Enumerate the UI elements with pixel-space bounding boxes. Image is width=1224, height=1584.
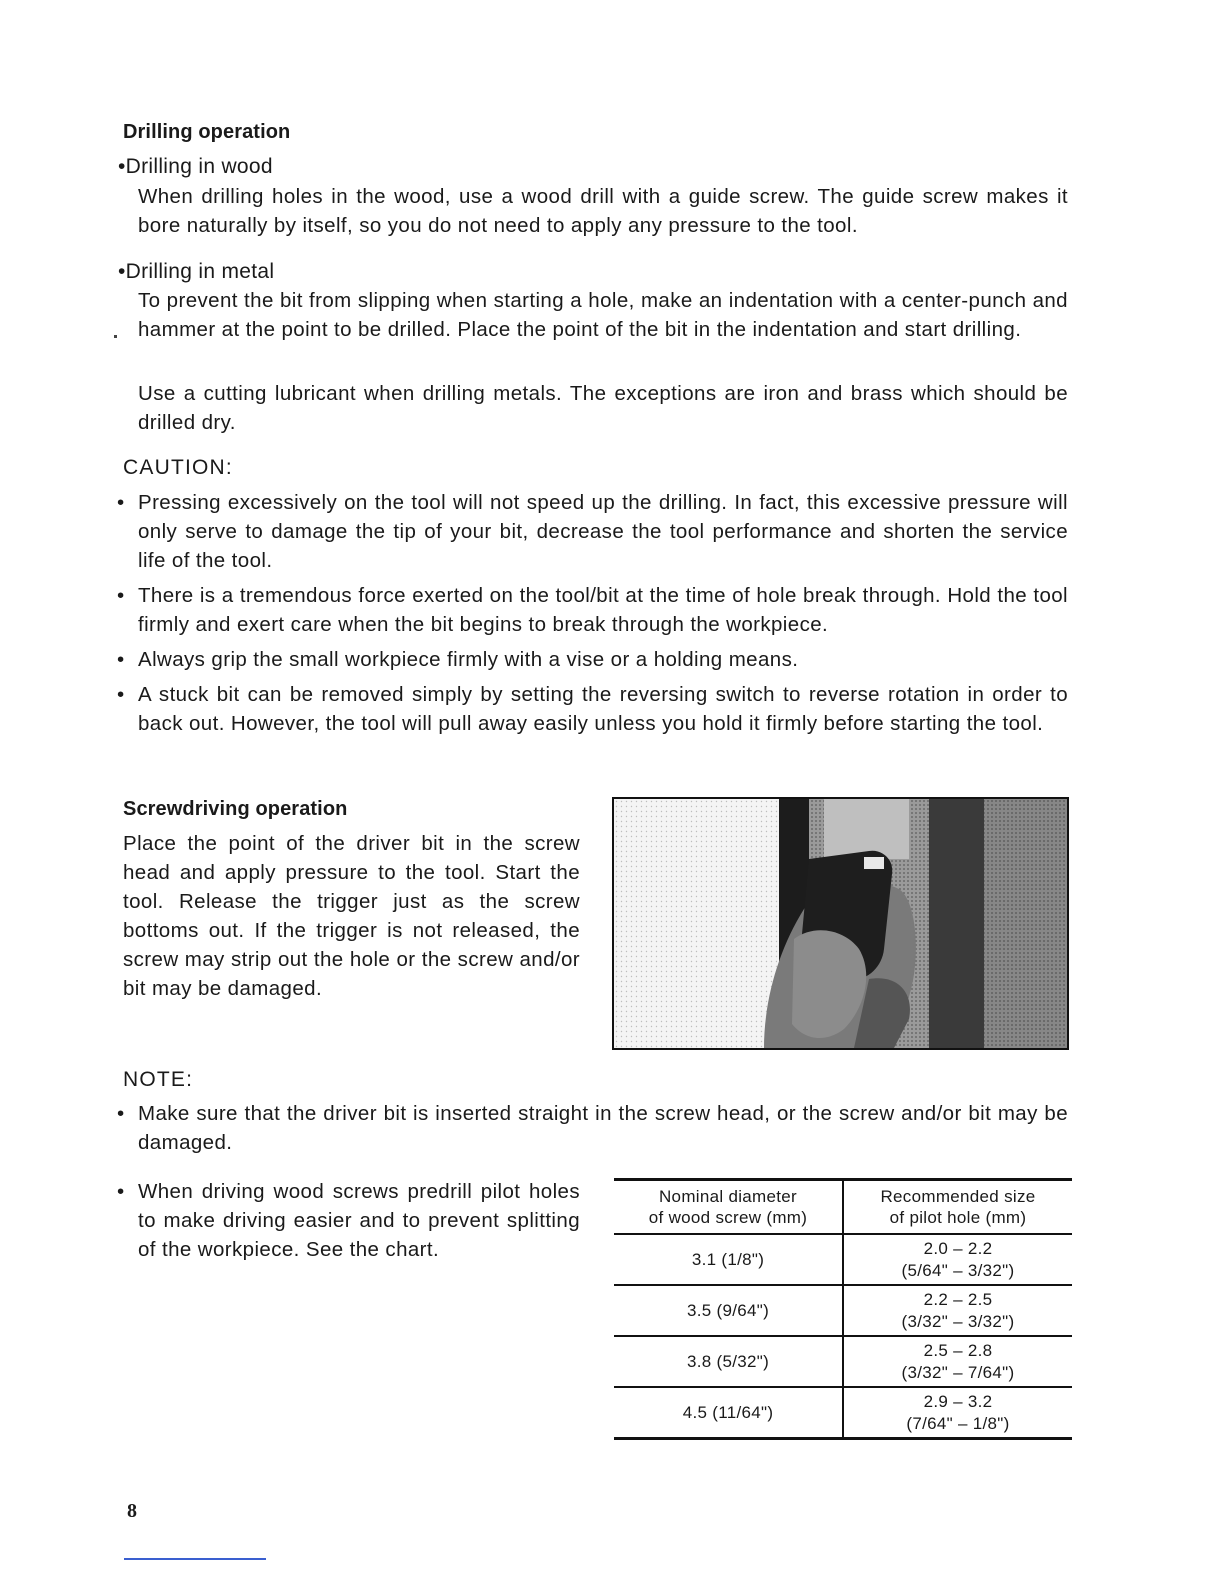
- pilot-hole-chart: [614, 1178, 1072, 1440]
- pilot-in: (7/64" – 1/8"): [906, 1413, 1010, 1433]
- chart-header-row: [614, 1180, 1072, 1235]
- pilot-hole-cell: [843, 1234, 1072, 1285]
- caution-item: [117, 581, 1068, 639]
- screwdriving-photo: [612, 797, 1069, 1050]
- chart-header-pilot: [843, 1180, 1072, 1235]
- pilot-mm: 2.0 – 2.2: [923, 1238, 993, 1258]
- footer-rule: [124, 1558, 266, 1560]
- caution-item: [117, 645, 1068, 674]
- drilling-in-wood-title: [118, 155, 273, 179]
- caution-list: [117, 488, 1068, 738]
- chart-header-screw: [614, 1180, 843, 1235]
- bullet: •: [118, 155, 126, 178]
- drilling-in-metal-title: [118, 260, 274, 284]
- table-row: [614, 1336, 1072, 1387]
- drilling-in-metal-label: Drilling in metal: [125, 260, 275, 283]
- pilot-in: (3/32" – 3/32"): [901, 1311, 1015, 1331]
- caution-item-text: Always grip the small workpiece firmly with a vise or a holding means.: [138, 648, 799, 671]
- table-row: [614, 1234, 1072, 1285]
- note-item: [117, 1177, 580, 1264]
- drilling-in-metal-text: To prevent the bit from slipping when starting a hole, make an indentation with a center-punch and hammer at the point to be drilled. Place the point of the bit in the indentation and start drilling.: [138, 289, 1068, 341]
- cutting-lubricant-text: Use a cutting lubricant when drilling metals. The exceptions are iron and brass which should be drilled dry.: [138, 382, 1068, 434]
- screw-diameter-cell: 4.5 (11/64"): [614, 1387, 843, 1439]
- caution-item: [117, 488, 1068, 575]
- bullet: •: [117, 491, 125, 514]
- caution-label: CAUTION:: [123, 456, 233, 479]
- header-line: Nominal diameter: [658, 1187, 798, 1206]
- header-line: Recommended size: [880, 1187, 1036, 1206]
- bullet: •: [118, 260, 126, 283]
- screw-diameter-cell: 3.8 (5/32"): [614, 1336, 843, 1387]
- bullet: •: [117, 584, 125, 607]
- scan-speck: [114, 335, 117, 338]
- bullet: •: [117, 648, 125, 671]
- note-item-text: When driving wood screws predrill pilot holes to make driving easier and to prevent splitting of the workpiece. See the chart.: [138, 1180, 580, 1261]
- note-item-text: Make sure that the driver bit is inserted straight in the screw head, or the screw and/or bit may be damaged.: [138, 1102, 1068, 1154]
- pilot-hole-cell: [843, 1285, 1072, 1336]
- caution-item-text: A stuck bit can be removed simply by setting the reversing switch to reverse rotation in order to back out. However, the tool will pull away easily unless you hold it firmly before starting the tool.: [138, 683, 1068, 735]
- drilling-in-wood-label: Drilling in wood: [125, 155, 273, 178]
- pilot-mm: 2.5 – 2.8: [923, 1340, 993, 1360]
- note-label: NOTE:: [123, 1068, 194, 1091]
- screwdriving-photo-image: [614, 799, 1067, 1048]
- drilling-operation-heading: Drilling operation: [123, 121, 291, 143]
- screw-diameter-cell: 3.1 (1/8"): [614, 1234, 843, 1285]
- screw-diameter-cell: 3.5 (9/64"): [614, 1285, 843, 1336]
- header-line: of pilot hole (mm): [889, 1208, 1027, 1227]
- pilot-hole-cell: [843, 1336, 1072, 1387]
- bullet: •: [117, 1102, 125, 1125]
- table-row: [614, 1387, 1072, 1439]
- screwdriving-text: Place the point of the driver bit in the screw head and apply pressure to the tool. Start the tool. Release the trigger just as the screw bottoms out. If the trigger is not released, the screw may strip out the hole or the screw and/or bit may be damaged.: [123, 832, 580, 1000]
- page-number: 8: [127, 1500, 137, 1522]
- pilot-hole-cell: [843, 1387, 1072, 1439]
- drilling-in-wood-text: When drilling holes in the wood, use a wood drill with a guide screw. The guide screw makes it bore naturally by itself, so you do not need to apply any pressure to the tool.: [138, 185, 1068, 237]
- bullet: •: [117, 1180, 125, 1203]
- bullet: •: [117, 683, 125, 706]
- caution-item: [117, 680, 1068, 738]
- caution-item-text: Pressing excessively on the tool will not speed up the drilling. In fact, this excessive pressure will only serve to damage the tip of your bit, decrease the tool performance and shorten the service life of the tool.: [138, 491, 1068, 572]
- table-row: [614, 1285, 1072, 1336]
- screwdriving-operation-heading: Screwdriving operation: [123, 798, 348, 820]
- pilot-in: (3/32" – 7/64"): [901, 1362, 1015, 1382]
- note-list-1: [117, 1099, 1068, 1157]
- pilot-mm: 2.9 – 3.2: [923, 1391, 993, 1411]
- caution-item-text: There is a tremendous force exerted on the tool/bit at the time of hole break through. Hold the tool firmly and exert care when the bit begins to break through the workpiece.: [138, 584, 1068, 636]
- note-item: [117, 1099, 1068, 1157]
- note-list-2: [117, 1177, 580, 1264]
- pilot-in: (5/64" – 3/32"): [901, 1260, 1015, 1280]
- header-line: of wood screw (mm): [648, 1208, 808, 1227]
- pilot-mm: 2.2 – 2.5: [923, 1289, 993, 1309]
